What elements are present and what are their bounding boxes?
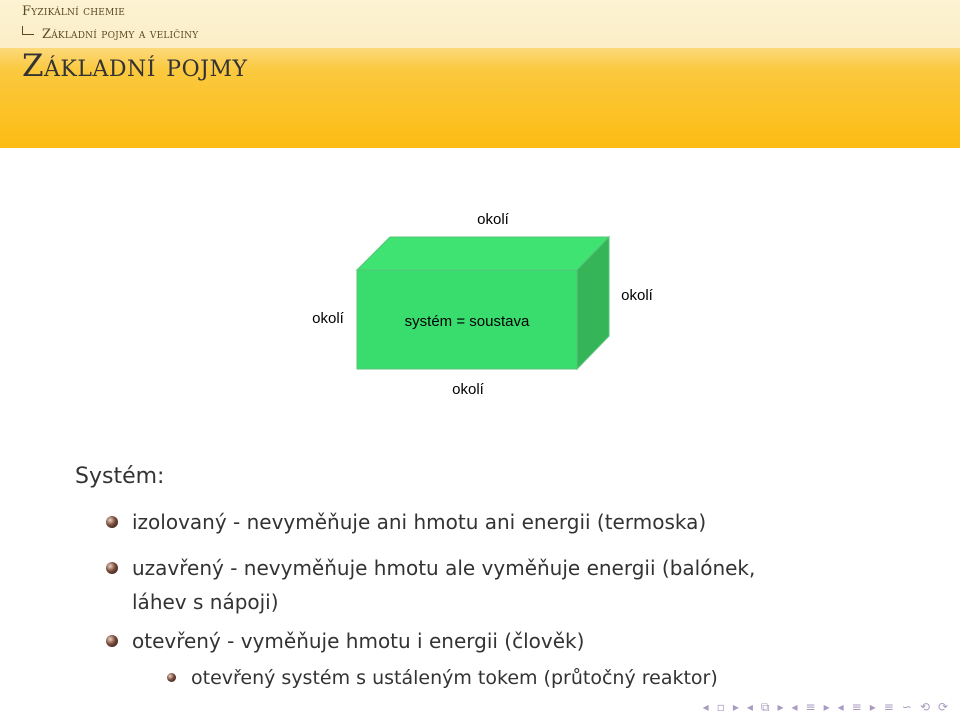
nav-appendix-icon[interactable]: ≡ [883, 700, 894, 714]
nav-next-frame-icon[interactable]: ▸ [732, 700, 739, 714]
nav-next-subsection-icon[interactable]: ▸ [823, 700, 830, 714]
navigation-bar [703, 698, 948, 716]
bullet-icon [106, 635, 118, 647]
bullet-icon [106, 562, 118, 574]
box-top-face [357, 237, 609, 270]
nav-section-icon[interactable]: ≡ [851, 700, 862, 714]
system-diagram [0, 150, 960, 420]
list-item-closed: uzavřený - nevyměňuje hmotu ale vyměňuje energii (balónek, [132, 556, 756, 580]
section-heading: Systém: [75, 464, 165, 489]
list-item-open: otevřený - vyměňuje hmotu i energii (člověk) [132, 629, 585, 653]
nav-prev-section-icon[interactable]: ◂ [837, 700, 844, 714]
nav-prev-slide-icon[interactable]: ◂ [746, 700, 753, 714]
headline-section[interactable]: Fyzikální chemie [22, 4, 126, 19]
list-item-closed-continuation: láhev s nápoji) [132, 590, 279, 614]
list-subitem-steady-flow: otevřený systém s ustáleným tokem (průtočný reaktor) [191, 667, 718, 689]
nav-frame-icon[interactable]: ▫ [716, 700, 725, 714]
sub-bullet-icon [167, 673, 176, 682]
headline-subsection[interactable] [22, 26, 198, 42]
nav-prev-frame-icon[interactable]: ◂ [702, 700, 709, 714]
diagram-label-left: okolí [312, 310, 344, 327]
headline-subsection-label: Základní pojmy a veličiny [42, 27, 199, 42]
tree-branch-icon [22, 26, 34, 35]
headline-bar [0, 0, 960, 48]
nav-subsection-icon[interactable]: ≡ [805, 700, 816, 714]
diagram-label-bottom: okolí [452, 381, 484, 398]
bullet-icon [106, 516, 118, 528]
nav-next-section-icon[interactable]: ▸ [869, 700, 876, 714]
nav-next-slide-icon[interactable]: ▸ [777, 700, 784, 714]
nav-slide-icon[interactable]: ⧉ [760, 699, 770, 714]
nav-prev-subsection-icon[interactable]: ◂ [791, 700, 798, 714]
list-item-isolated: izolovaný - nevyměňuje ani hmotu ani energii (termoska) [132, 510, 707, 534]
diagram-label-top: okolí [477, 211, 509, 228]
nav-search-icon[interactable]: ∽ [901, 700, 912, 714]
nav-back-icon[interactable]: ⟲ [919, 700, 930, 714]
diagram-box-label: systém = soustava [404, 313, 530, 330]
nav-forward-icon[interactable]: ⟳ [937, 700, 948, 714]
frame-title: Základní pojmy [22, 48, 248, 84]
diagram-label-right: okolí [621, 287, 653, 304]
